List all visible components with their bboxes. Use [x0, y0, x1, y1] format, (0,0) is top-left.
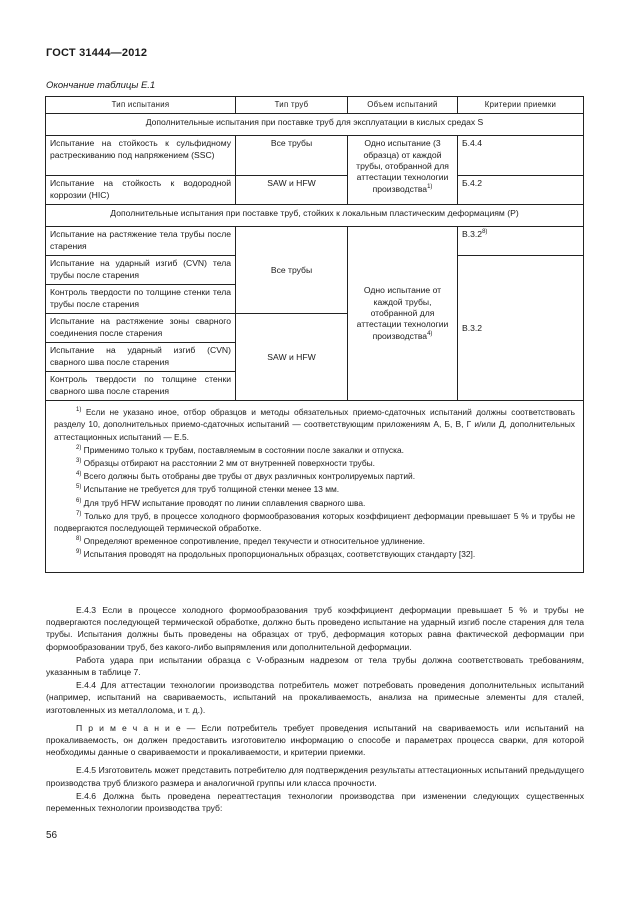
footnote-text: Если не указано иное, отбор образцов и методы обязательных приемо-сдаточных испытаний должны соответствовать разделу 10, дополнительных приемо-сдаточных испытаний — соответствующим приложениям А, Б, В, Г и/или Д, дополнительных аттестационных испытаний — Е.5.: [54, 407, 575, 442]
test-cell: Испытание на растяжение зоны сварного соединения после старения: [46, 314, 236, 343]
document-header: ГОСТ 31444—2012: [46, 47, 148, 59]
test-cell: Контроль твердости по толщине стенки сварного шва после старения: [46, 372, 236, 401]
section-title-s: Дополнительные испытания при поставке труб для эксплуатации в кислых средах S: [46, 114, 584, 136]
footnote-mark: 7): [76, 510, 82, 517]
test-cell: Испытание на стойкость к водородной коррозии (HIC): [46, 176, 236, 205]
footnote-text: Всего должны быть отобраны две трубы от двух различных контролируемых партий.: [83, 471, 416, 482]
footnote: [54, 444, 575, 456]
footnote-mark: 1): [76, 407, 82, 414]
criteria-cell: Б.4.4: [458, 136, 584, 176]
footnote-mark: 4): [76, 471, 82, 478]
table-row: [46, 136, 584, 176]
table-notes: [46, 401, 584, 572]
column-header-criteria: Критерии приемки: [458, 97, 584, 114]
footnote-text: Определяют временное сопротивление, предел текучести и относительное удлинение.: [83, 536, 425, 547]
footnote-mark: 8): [76, 536, 82, 543]
footnote-text: Применимо только к трубам, поставляемым в состоянии после закалки и отпуска.: [83, 444, 404, 455]
pipe-type-cell: Все трубы: [236, 136, 348, 176]
criteria-cell: В.3.2: [458, 256, 584, 401]
footnote: [54, 510, 575, 534]
page-number: 56: [46, 830, 58, 841]
table-header-row: [46, 97, 584, 114]
footnote-mark: 9): [76, 549, 82, 556]
body-text: [46, 604, 584, 815]
criteria-cell: [458, 227, 584, 256]
test-cell: Испытание на ударный изгиб (CVN) тела трубы после старения: [46, 256, 236, 285]
table-caption: Окончание таблицы Е.1: [46, 80, 156, 91]
test-volume-text: Одно испытание от каждой трубы, отобранной для аттестации технологии производства: [356, 285, 449, 341]
paragraph-e43: Е.4.3 Если в процессе холодного формообразования труб коэффициент деформации превышает 5 % и трубы не подвергаются последующей термической обработке, должно быть проведено испытание на ударный изгиб после старения для тела трубы. Испытания должны быть проведены на образцах от труб, деформация которых равна фактической деформации при формообразовании труб, без какого-либо выпрямления или дополнительной деформации.: [46, 605, 584, 652]
test-cell: Испытание на растяжение тела трубы после старения: [46, 227, 236, 256]
test-volume-cell: [348, 136, 458, 205]
footnote-mark: 1): [427, 183, 433, 190]
column-header-pipe-type: Тип труб: [236, 97, 348, 114]
test-volume-text: Одно испытание (3 образца) от каждой трубы, отобранной для аттестации технологии производства: [356, 138, 449, 194]
footnote: [54, 535, 575, 547]
paragraph-e44: Е.4.4 Для аттестации технологии производства потребитель может потребовать проведения дополнительных испытаний (например, испытаний на свариваемость, испытаний на прокаливаемость, анализа на примесные элементы для сталей, изготовленных из металлолома, и т. д.).: [46, 680, 584, 715]
footnote-text: Для труб HFW испытание проводят по линии сплавления сварного шва.: [83, 497, 366, 508]
pipe-type-cell: SAW и HFW: [236, 314, 348, 401]
footnote-mark: 8): [482, 229, 488, 236]
footnote: [54, 548, 575, 560]
section-row-p: [46, 205, 584, 227]
footnote-mark: 3): [76, 458, 82, 465]
footnote: [54, 470, 575, 482]
paragraph-impact-work: Работа удара при испытании образца с V-образным надрезом от тела трубы должна соответствовать требованиям, указанным в таблице 7.: [46, 654, 584, 678]
section-row-s: [46, 114, 584, 136]
table-e1: [45, 96, 584, 573]
test-volume-cell: [348, 227, 458, 401]
test-cell: Испытание на ударный изгиб (CVN) сварного шва после старения: [46, 343, 236, 372]
table-row: [46, 176, 584, 205]
footnote-mark: 5): [76, 484, 82, 491]
footnote: [54, 497, 575, 509]
footnote-mark: 6): [76, 497, 82, 504]
footnote: [54, 406, 575, 443]
test-cell: Контроль твердости по толщине стенки тела трубы после старения: [46, 285, 236, 314]
footnote: [54, 483, 575, 495]
criteria-text: В.3.2: [462, 229, 483, 240]
notes-row: [46, 401, 584, 572]
column-header-test-type: Тип испытания: [46, 97, 236, 114]
paragraph-e46: Е.4.6 Должна быть проведена переаттестация технологии производства при изменении следующих существенных переменных технологии производства труб:: [46, 790, 584, 814]
footnote-text: Образцы отбирают на расстоянии 2 мм от внутренней поверхности трубы.: [83, 458, 375, 469]
footnote-mark: 4): [427, 330, 433, 337]
column-header-test-volume: Объем испытаний: [348, 97, 458, 114]
criteria-cell: Б.4.2: [458, 176, 584, 205]
footnote-mark: 2): [76, 445, 82, 452]
paragraph-e45: Е.4.5 Изготовитель может представить потребителю для подтверждения результаты аттестационных испытаний предыдущего производства труб близкого размера и аналогичной группы или класса прочности.: [46, 765, 584, 788]
footnote-text: Испытания проводят на продольных пропорциональных образцах, соответствующих стандарту [32].: [83, 549, 476, 560]
table-row: [46, 227, 584, 256]
footnote-text: Только для труб, в процессе холодного формообразования которых коэффициент деформации превышает 5 % и трубы не подвергаются последующей термической обработке.: [54, 510, 575, 533]
pipe-type-cell: SAW и HFW: [236, 176, 348, 205]
footnote: [54, 457, 575, 469]
pipe-type-cell: Все трубы: [236, 227, 348, 314]
paragraph-note: П р и м е ч а н и е — Если потребитель требует проведения испытаний на свариваемость или испытаний на прокаливаемость, он должен предоставить изготовителю информацию о способе и параметрах процесса сварки, для которой необходимы данные о свариваемости и прокаливаемости, и критерии приемки.: [46, 722, 584, 758]
section-title-p: Дополнительные испытания при поставке труб, стойких к локальным пластическим деформациям (P): [46, 205, 584, 227]
test-cell: Испытание на стойкость к сульфидному растрескиванию под напряжением (SSC): [46, 136, 236, 176]
footnote-text: Испытание не требуется для труб толщиной стенки менее 13 мм.: [83, 484, 340, 495]
